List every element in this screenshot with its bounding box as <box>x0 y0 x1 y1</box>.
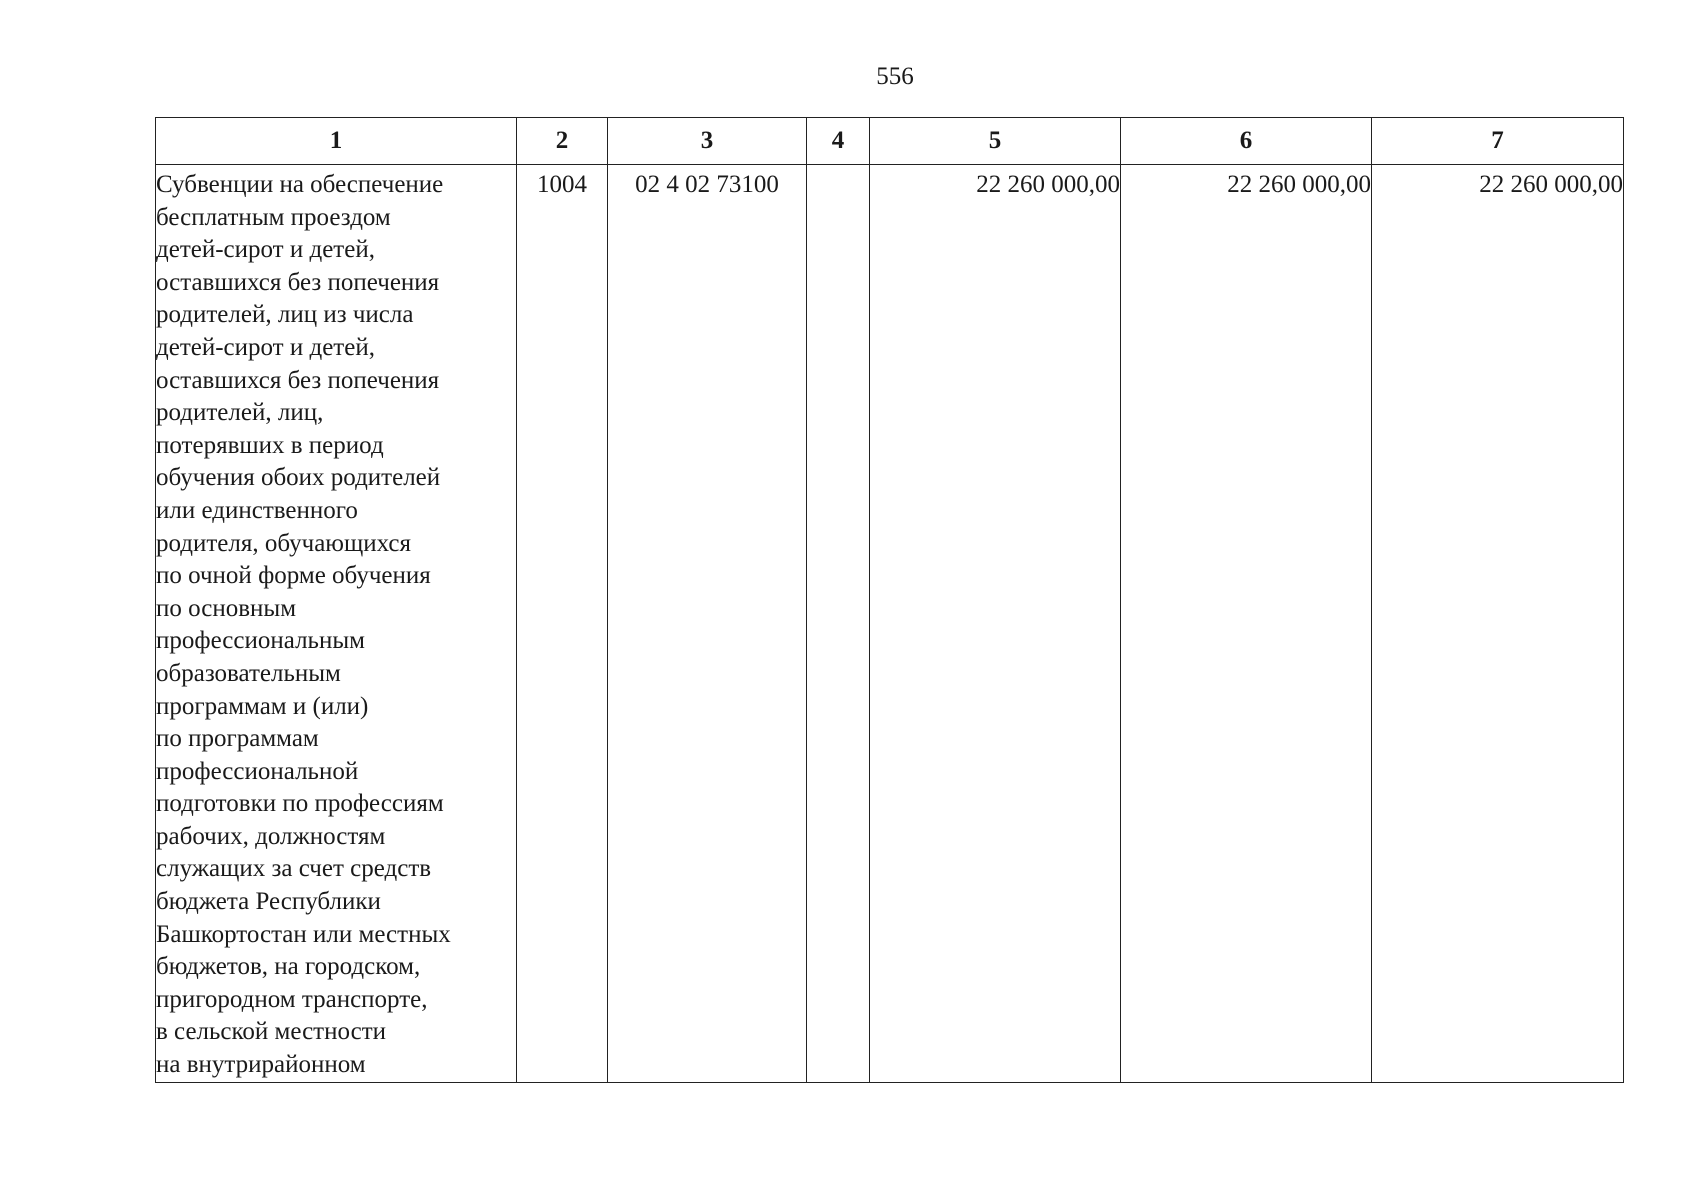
header-col-2: 2 <box>517 118 608 165</box>
row-amount-2-cell: 22 260 000,00 <box>1121 165 1372 1083</box>
header-col-7: 7 <box>1372 118 1624 165</box>
row-target-article-cell: 02 4 02 73100 <box>608 165 807 1083</box>
header-col-5: 5 <box>870 118 1121 165</box>
table-row <box>156 165 1624 1083</box>
row-amount-3-cell: 22 260 000,00 <box>1372 165 1624 1083</box>
header-col-4: 4 <box>807 118 870 165</box>
row-expense-type-cell <box>807 165 870 1083</box>
row-amount-1-cell: 22 260 000,00 <box>870 165 1121 1083</box>
header-col-1: 1 <box>156 118 517 165</box>
header-col-3: 3 <box>608 118 807 165</box>
header-row <box>156 118 1624 165</box>
budget-table <box>155 117 1624 1083</box>
header-col-6: 6 <box>1121 118 1372 165</box>
page-number: 556 <box>876 63 914 90</box>
row-name-cell: Субвенции на обеспечение бесплатным проездом детей-сирот и детей, оставшихся без попечения родителей, лиц из числа детей-сирот и детей, оставшихся без попечения родителей, лиц, потерявших в период обучения обоих родителей или единственного родителя, обучающихся по очной форме обучения по основным профессиональным образовательным программам и (или) по программам профессиональной подготовки по профессиям рабочих, должностям служащих за счет средств бюджета Республики Башкортостан или местных бюджетов, на городском, пригородном транспорте, в сельской местности на внутрирайонном <box>156 165 517 1083</box>
row-section-cell: 1004 <box>517 165 608 1083</box>
